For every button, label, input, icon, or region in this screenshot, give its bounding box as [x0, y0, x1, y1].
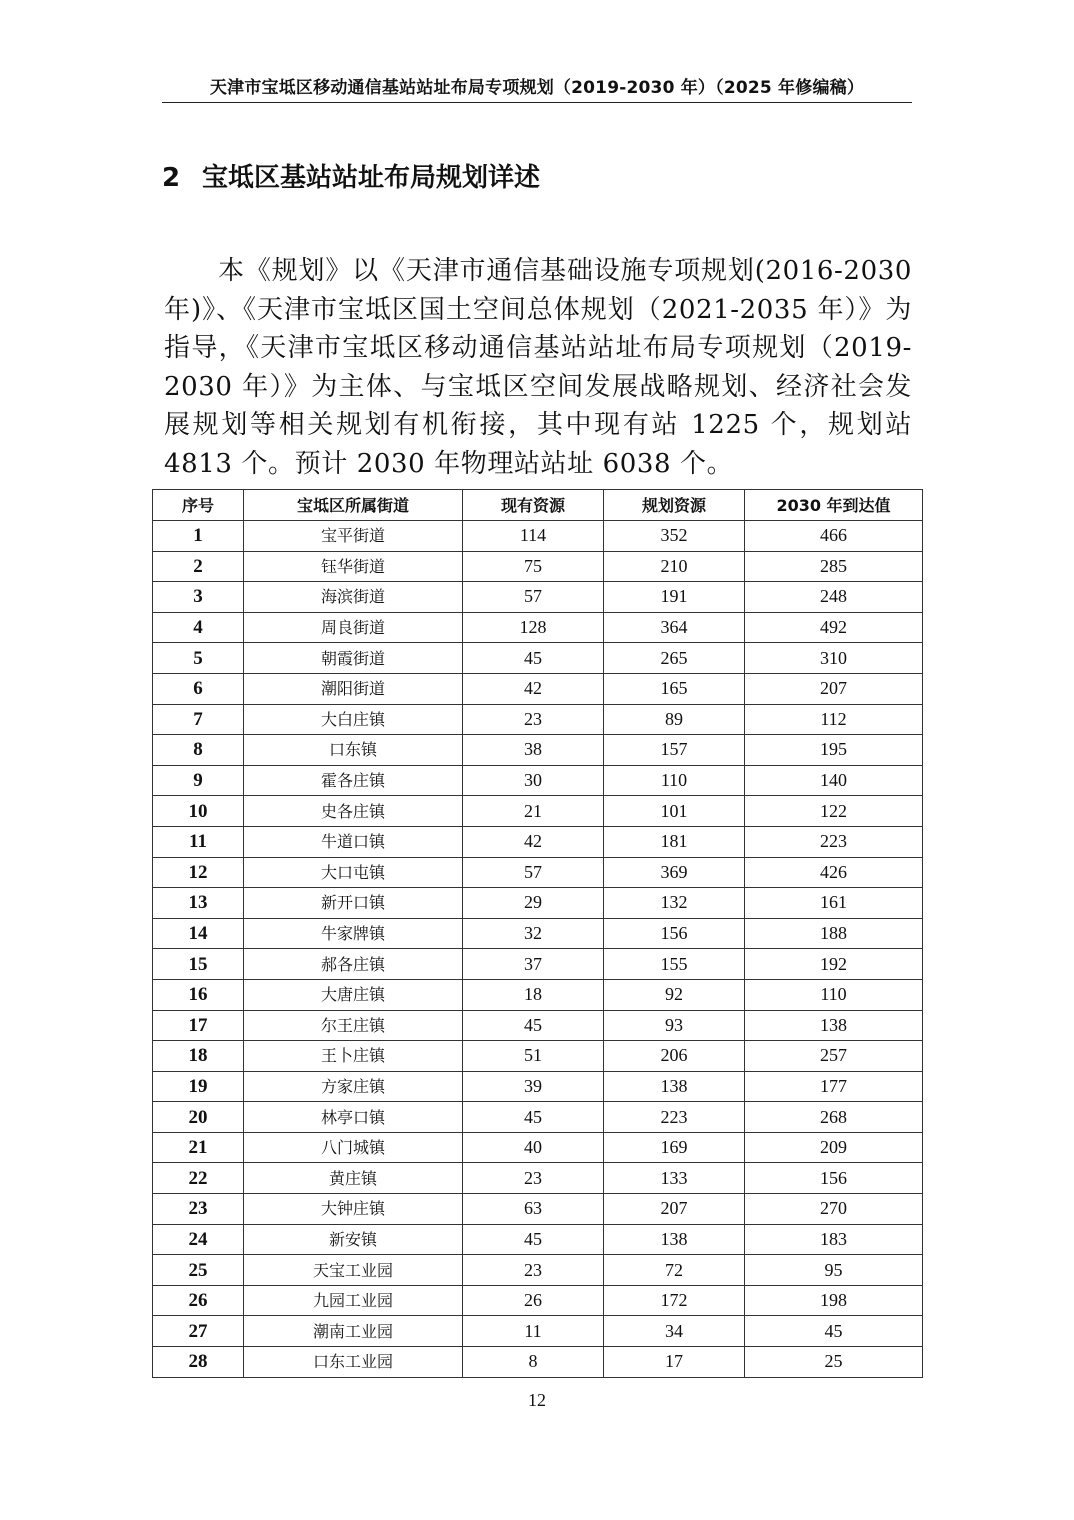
cell-street: 林亭口镇 — [244, 1102, 463, 1133]
cell-existing: 45 — [463, 1010, 604, 1041]
cell-2030: 466 — [745, 521, 923, 552]
cell-existing: 42 — [463, 673, 604, 704]
table-row — [153, 1010, 923, 1041]
cell-planned: 17 — [604, 1347, 745, 1378]
cell-existing: 18 — [463, 979, 604, 1010]
table-row — [153, 1102, 923, 1133]
cell-2030: 138 — [745, 1010, 923, 1041]
cell-2030: 268 — [745, 1102, 923, 1133]
cell-index: 26 — [153, 1285, 244, 1316]
cell-planned: 352 — [604, 521, 745, 552]
table-row — [153, 1194, 923, 1225]
cell-index: 20 — [153, 1102, 244, 1133]
section-number: 2 — [162, 163, 181, 193]
body-paragraph: 本《规划》以《天津市通信基础设施专项规划(2016-2030年)》、《天津市宝坻区国土空间总体规划（2021-2035 年）》为指导，《天津市宝坻区移动通信基站站址布局专项规划（2019-2030 年）》为主体、与宝坻区空间发展战略规划、经济社会发展规划等相关规划有机衔接，其中现有站 1225 个，规划站 4813 个。预计 2030 年物理站站址 6038 个。 — [164, 256, 912, 479]
cell-2030: 112 — [745, 704, 923, 735]
cell-existing: 128 — [463, 612, 604, 643]
cell-street: 大白庄镇 — [244, 704, 463, 735]
cell-planned: 101 — [604, 796, 745, 827]
cell-index: 1 — [153, 521, 244, 552]
cell-2030: 207 — [745, 673, 923, 704]
table-row — [153, 979, 923, 1010]
cell-planned: 157 — [604, 735, 745, 766]
cell-index: 17 — [153, 1010, 244, 1041]
cell-existing: 38 — [463, 735, 604, 766]
col-header-2030: 2030 年到达值 — [745, 490, 923, 521]
table-row — [153, 888, 923, 919]
cell-2030: 195 — [745, 735, 923, 766]
col-header-existing: 现有资源 — [463, 490, 604, 521]
table-header-row — [153, 490, 923, 521]
cell-index: 23 — [153, 1194, 244, 1225]
cell-existing: 63 — [463, 1194, 604, 1225]
table-row — [153, 826, 923, 857]
cell-planned: 172 — [604, 1285, 745, 1316]
cell-2030: 248 — [745, 582, 923, 613]
cell-street: 口东工业园 — [244, 1347, 463, 1378]
table-body — [153, 521, 923, 1378]
cell-2030: 95 — [745, 1255, 923, 1286]
table-row — [153, 1285, 923, 1316]
cell-2030: 192 — [745, 949, 923, 980]
table-row — [153, 1163, 923, 1194]
table-row — [153, 1347, 923, 1378]
cell-planned: 369 — [604, 857, 745, 888]
table-row — [153, 796, 923, 827]
cell-2030: 257 — [745, 1041, 923, 1072]
cell-index: 11 — [153, 826, 244, 857]
cell-existing: 21 — [463, 796, 604, 827]
cell-2030: 183 — [745, 1224, 923, 1255]
table-row — [153, 673, 923, 704]
cell-existing: 23 — [463, 1255, 604, 1286]
cell-existing: 114 — [463, 521, 604, 552]
cell-planned: 265 — [604, 643, 745, 674]
cell-existing: 45 — [463, 1102, 604, 1133]
cell-index: 21 — [153, 1132, 244, 1163]
cell-street: 宝平街道 — [244, 521, 463, 552]
col-header-planned: 规划资源 — [604, 490, 745, 521]
cell-existing: 11 — [463, 1316, 604, 1347]
cell-street: 八门城镇 — [244, 1132, 463, 1163]
cell-existing: 23 — [463, 1163, 604, 1194]
cell-2030: 270 — [745, 1194, 923, 1225]
cell-planned: 165 — [604, 673, 745, 704]
table-row — [153, 582, 923, 613]
cell-2030: 45 — [745, 1316, 923, 1347]
cell-street: 口东镇 — [244, 735, 463, 766]
cell-index: 4 — [153, 612, 244, 643]
cell-index: 24 — [153, 1224, 244, 1255]
cell-index: 16 — [153, 979, 244, 1010]
cell-street: 黄庄镇 — [244, 1163, 463, 1194]
cell-2030: 209 — [745, 1132, 923, 1163]
cell-planned: 155 — [604, 949, 745, 980]
cell-planned: 92 — [604, 979, 745, 1010]
cell-planned: 93 — [604, 1010, 745, 1041]
cell-existing: 39 — [463, 1071, 604, 1102]
cell-planned: 34 — [604, 1316, 745, 1347]
cell-2030: 426 — [745, 857, 923, 888]
cell-index: 18 — [153, 1041, 244, 1072]
cell-planned: 191 — [604, 582, 745, 613]
cell-existing: 8 — [463, 1347, 604, 1378]
cell-planned: 138 — [604, 1071, 745, 1102]
cell-index: 22 — [153, 1163, 244, 1194]
cell-street: 牛道口镇 — [244, 826, 463, 857]
cell-planned: 207 — [604, 1194, 745, 1225]
table-row — [153, 1071, 923, 1102]
cell-index: 13 — [153, 888, 244, 919]
table-row — [153, 949, 923, 980]
cell-index: 10 — [153, 796, 244, 827]
cell-street: 潮南工业园 — [244, 1316, 463, 1347]
cell-street: 九园工业园 — [244, 1285, 463, 1316]
table-row — [153, 521, 923, 552]
header-divider — [162, 102, 912, 103]
cell-index: 12 — [153, 857, 244, 888]
cell-planned: 132 — [604, 888, 745, 919]
cell-street: 霍各庄镇 — [244, 765, 463, 796]
cell-2030: 140 — [745, 765, 923, 796]
table-row — [153, 765, 923, 796]
cell-street: 尔王庄镇 — [244, 1010, 463, 1041]
cell-planned: 210 — [604, 551, 745, 582]
cell-existing: 57 — [463, 582, 604, 613]
table-row — [153, 551, 923, 582]
cell-existing: 26 — [463, 1285, 604, 1316]
cell-street: 潮阳街道 — [244, 673, 463, 704]
cell-street: 大钟庄镇 — [244, 1194, 463, 1225]
cell-2030: 177 — [745, 1071, 923, 1102]
cell-2030: 161 — [745, 888, 923, 919]
cell-index: 14 — [153, 918, 244, 949]
section-title-text: 宝坻区基站站址布局规划详述 — [202, 163, 541, 193]
cell-index: 6 — [153, 673, 244, 704]
cell-existing: 42 — [463, 826, 604, 857]
cell-existing: 29 — [463, 888, 604, 919]
table-row — [153, 704, 923, 735]
cell-existing: 32 — [463, 918, 604, 949]
cell-index: 25 — [153, 1255, 244, 1286]
cell-planned: 206 — [604, 1041, 745, 1072]
cell-2030: 492 — [745, 612, 923, 643]
cell-index: 19 — [153, 1071, 244, 1102]
cell-street: 牛家牌镇 — [244, 918, 463, 949]
table-row — [153, 735, 923, 766]
cell-street: 大口屯镇 — [244, 857, 463, 888]
cell-existing: 23 — [463, 704, 604, 735]
cell-2030: 198 — [745, 1285, 923, 1316]
section-heading — [162, 158, 540, 198]
table-row — [153, 918, 923, 949]
cell-street: 王卜庄镇 — [244, 1041, 463, 1072]
cell-existing: 75 — [463, 551, 604, 582]
cell-street: 郝各庄镇 — [244, 949, 463, 980]
cell-2030: 223 — [745, 826, 923, 857]
site-table — [152, 489, 923, 1378]
cell-2030: 156 — [745, 1163, 923, 1194]
table-row — [153, 1224, 923, 1255]
cell-2030: 110 — [745, 979, 923, 1010]
cell-street: 周良街道 — [244, 612, 463, 643]
table-row — [153, 1132, 923, 1163]
cell-planned: 156 — [604, 918, 745, 949]
cell-street: 天宝工业园 — [244, 1255, 463, 1286]
cell-planned: 110 — [604, 765, 745, 796]
cell-existing: 57 — [463, 857, 604, 888]
cell-2030: 25 — [745, 1347, 923, 1378]
table-row — [153, 1316, 923, 1347]
running-header: 天津市宝坻区移动通信基站站址布局专项规划（2019-2030 年）（2025 年修编稿） — [209, 78, 865, 98]
cell-2030: 122 — [745, 796, 923, 827]
cell-index: 5 — [153, 643, 244, 674]
cell-existing: 40 — [463, 1132, 604, 1163]
cell-planned: 133 — [604, 1163, 745, 1194]
col-header-index: 序号 — [153, 490, 244, 521]
cell-street: 朝霞街道 — [244, 643, 463, 674]
cell-2030: 310 — [745, 643, 923, 674]
cell-existing: 37 — [463, 949, 604, 980]
cell-index: 28 — [153, 1347, 244, 1378]
cell-index: 2 — [153, 551, 244, 582]
cell-existing: 45 — [463, 1224, 604, 1255]
col-header-street: 宝坻区所属街道 — [244, 490, 463, 521]
cell-planned: 72 — [604, 1255, 745, 1286]
cell-index: 15 — [153, 949, 244, 980]
cell-index: 7 — [153, 704, 244, 735]
cell-street: 大唐庄镇 — [244, 979, 463, 1010]
page-number: 12 — [528, 1390, 546, 1410]
table-row — [153, 857, 923, 888]
table-row — [153, 612, 923, 643]
cell-planned: 364 — [604, 612, 745, 643]
cell-planned: 89 — [604, 704, 745, 735]
cell-index: 9 — [153, 765, 244, 796]
cell-2030: 285 — [745, 551, 923, 582]
table-row — [153, 1255, 923, 1286]
cell-planned: 138 — [604, 1224, 745, 1255]
cell-street: 新开口镇 — [244, 888, 463, 919]
cell-street: 史各庄镇 — [244, 796, 463, 827]
cell-street: 新安镇 — [244, 1224, 463, 1255]
cell-street: 海滨街道 — [244, 582, 463, 613]
cell-planned: 223 — [604, 1102, 745, 1133]
cell-2030: 188 — [745, 918, 923, 949]
cell-existing: 51 — [463, 1041, 604, 1072]
cell-street: 方家庄镇 — [244, 1071, 463, 1102]
table-row — [153, 643, 923, 674]
cell-index: 8 — [153, 735, 244, 766]
cell-planned: 181 — [604, 826, 745, 857]
cell-index: 3 — [153, 582, 244, 613]
cell-street: 钰华街道 — [244, 551, 463, 582]
cell-existing: 30 — [463, 765, 604, 796]
cell-index: 27 — [153, 1316, 244, 1347]
cell-existing: 45 — [463, 643, 604, 674]
table-row — [153, 1041, 923, 1072]
cell-planned: 169 — [604, 1132, 745, 1163]
